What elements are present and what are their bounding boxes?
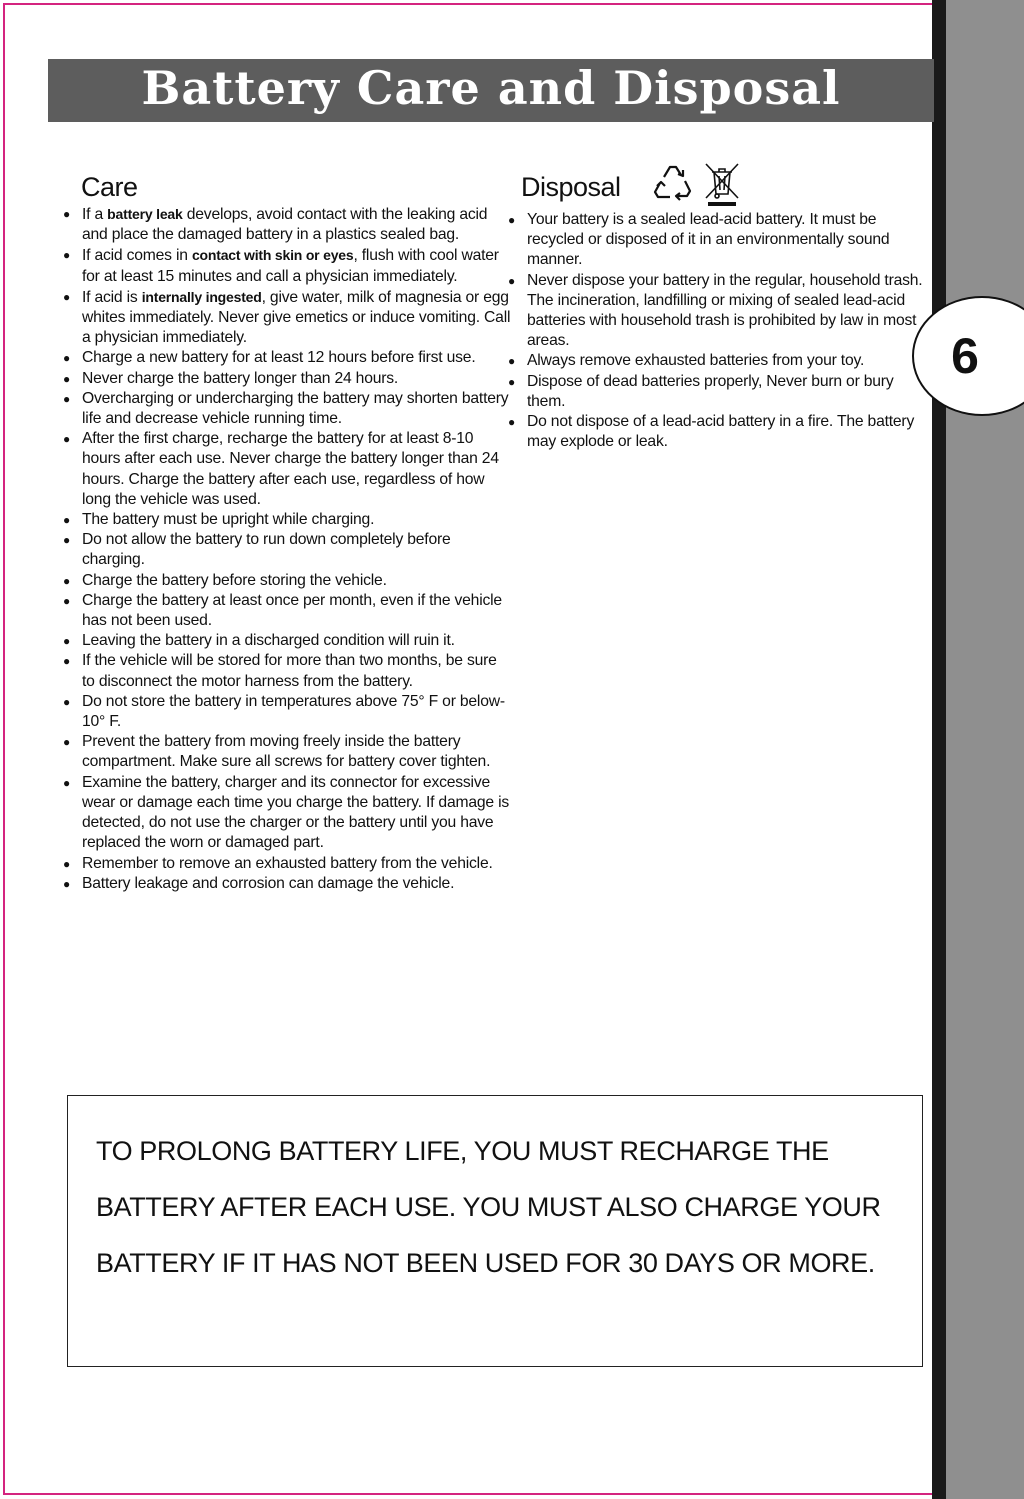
care-item-text: Charge the battery at least once per month, even if the vehicle has not been used. xyxy=(82,591,502,630)
care-list-item xyxy=(63,510,513,530)
care-list-item xyxy=(63,287,513,349)
care-list-item xyxy=(63,429,513,510)
care-item-text: Examine the battery, charger and its connector for excessive wear or damage each time you charge the battery. If damage is detected, do not use the charger or the battery until you have replaced the worn or damaged part. xyxy=(82,773,509,852)
disposal-list-item: ● Dispose of dead batteries properly, Never burn or bury them. xyxy=(508,372,928,412)
care-list xyxy=(63,204,513,894)
care-list-item xyxy=(63,348,513,368)
care-item-text: Overcharging or undercharging the battery may shorten battery life and decrease vehicle running time. xyxy=(82,389,509,428)
disposal-list-item: ● Always remove exhausted batteries from your toy. xyxy=(508,351,928,371)
disposal-list-item: ● Do not dispose of a lead-acid battery in a fire. The battery may explode or leak. xyxy=(508,412,928,452)
care-heading: Care xyxy=(81,172,138,202)
disposal-heading: Disposal xyxy=(521,172,621,202)
disposal-list-item: ● Never dispose your battery in the regular, household trash. The incineration, landfilling or mixing of sealed lead-acid batteries with household trash is prohibited by law in most areas. xyxy=(508,271,928,352)
care-item-text: If acid comes in xyxy=(82,247,192,265)
care-list-item xyxy=(63,369,513,389)
care-item-text: Do not store the battery in temperatures above 75° F or below-10° F. xyxy=(82,692,505,731)
care-item-text: Do not allow the battery to run down completely before charging. xyxy=(82,531,451,569)
care-list-item xyxy=(63,389,513,429)
care-list-item xyxy=(63,732,513,772)
care-item-text: If the vehicle will be stored for more than two months, be sure to disconnect the motor harness from the battery. xyxy=(82,652,497,690)
care-list-item xyxy=(63,692,513,732)
page-title: Battery Care and Disposal xyxy=(141,61,841,115)
care-item-emphasis: internally ingested xyxy=(141,288,262,305)
disposal-list-item: ● Your battery is a sealed lead-acid battery. It must be recycled or disposed of it in an environmentally sound manner. xyxy=(508,210,928,271)
care-item-text: , give water, milk of magnesia or egg whites immediately. Never give emetics or induce vomiting. Call a physician immediately. xyxy=(82,288,511,347)
notice-text: TO PROLONG BATTERY LIFE, YOU MUST RECHARGE THE BATTERY AFTER EACH USE. YOU MUST ALSO CHARGE YOUR BATTERY IF IT HAS NOT BEEN USED FOR 30 DAYS OR MORE. xyxy=(96,1136,881,1278)
care-list-item xyxy=(63,631,513,651)
side-edge-bar xyxy=(932,0,946,1499)
care-item-text: Leaving the battery in a discharged condition will ruin it. xyxy=(82,632,455,650)
care-item-text: After the first charge, recharge the battery for at least 8-10 hours after each use. Never charge the battery longer than 24 hours. Charge the battery after each use, regardless of how long the vehicle was used. xyxy=(82,430,499,508)
care-list-item xyxy=(63,571,513,591)
care-list-item xyxy=(63,530,513,570)
notice-box xyxy=(67,1095,923,1367)
care-list-item xyxy=(63,854,513,874)
disposal-list xyxy=(508,210,928,452)
care-list-item xyxy=(63,874,513,894)
care-item-text: If acid is xyxy=(82,288,142,306)
care-item-text: develops, avoid contact with the leaking acid and place the damaged battery in a plastics sealed bag. xyxy=(82,206,488,244)
care-item-emphasis: battery leak xyxy=(107,206,183,222)
care-item-text: Prevent the battery from moving freely inside the battery compartment. Make sure all screws for battery cover tighten. xyxy=(82,733,491,771)
care-list-item xyxy=(63,204,513,245)
crossed-bin-icon xyxy=(700,160,744,208)
recycle-icon xyxy=(650,162,694,204)
care-item-text: Charge the battery before storing the vehicle. xyxy=(82,571,387,589)
care-item-text: Battery leakage and corrosion can damage the vehicle. xyxy=(82,874,455,892)
care-item-text: , flush with cool water for at least 15 minutes and call a physician immediately. xyxy=(82,247,499,285)
care-list-item xyxy=(63,591,513,631)
care-item-text: Remember to remove an exhausted battery from the vehicle. xyxy=(82,854,493,872)
care-item-emphasis: contact with skin or eyes xyxy=(191,247,354,264)
care-list-item xyxy=(63,773,513,854)
care-item-text: Never charge the battery longer than 24 hours. xyxy=(82,369,399,387)
care-item-text: The battery must be upright while charging. xyxy=(82,511,375,529)
care-item-text: If a xyxy=(82,206,108,223)
page-number: 6 xyxy=(951,328,979,384)
side-gray-strip xyxy=(946,0,1024,1499)
care-list-item xyxy=(63,651,513,691)
care-item-text: Charge a new battery for at least 12 hours before first use. xyxy=(82,349,476,367)
care-list-item xyxy=(63,245,513,286)
title-bar xyxy=(48,59,934,122)
